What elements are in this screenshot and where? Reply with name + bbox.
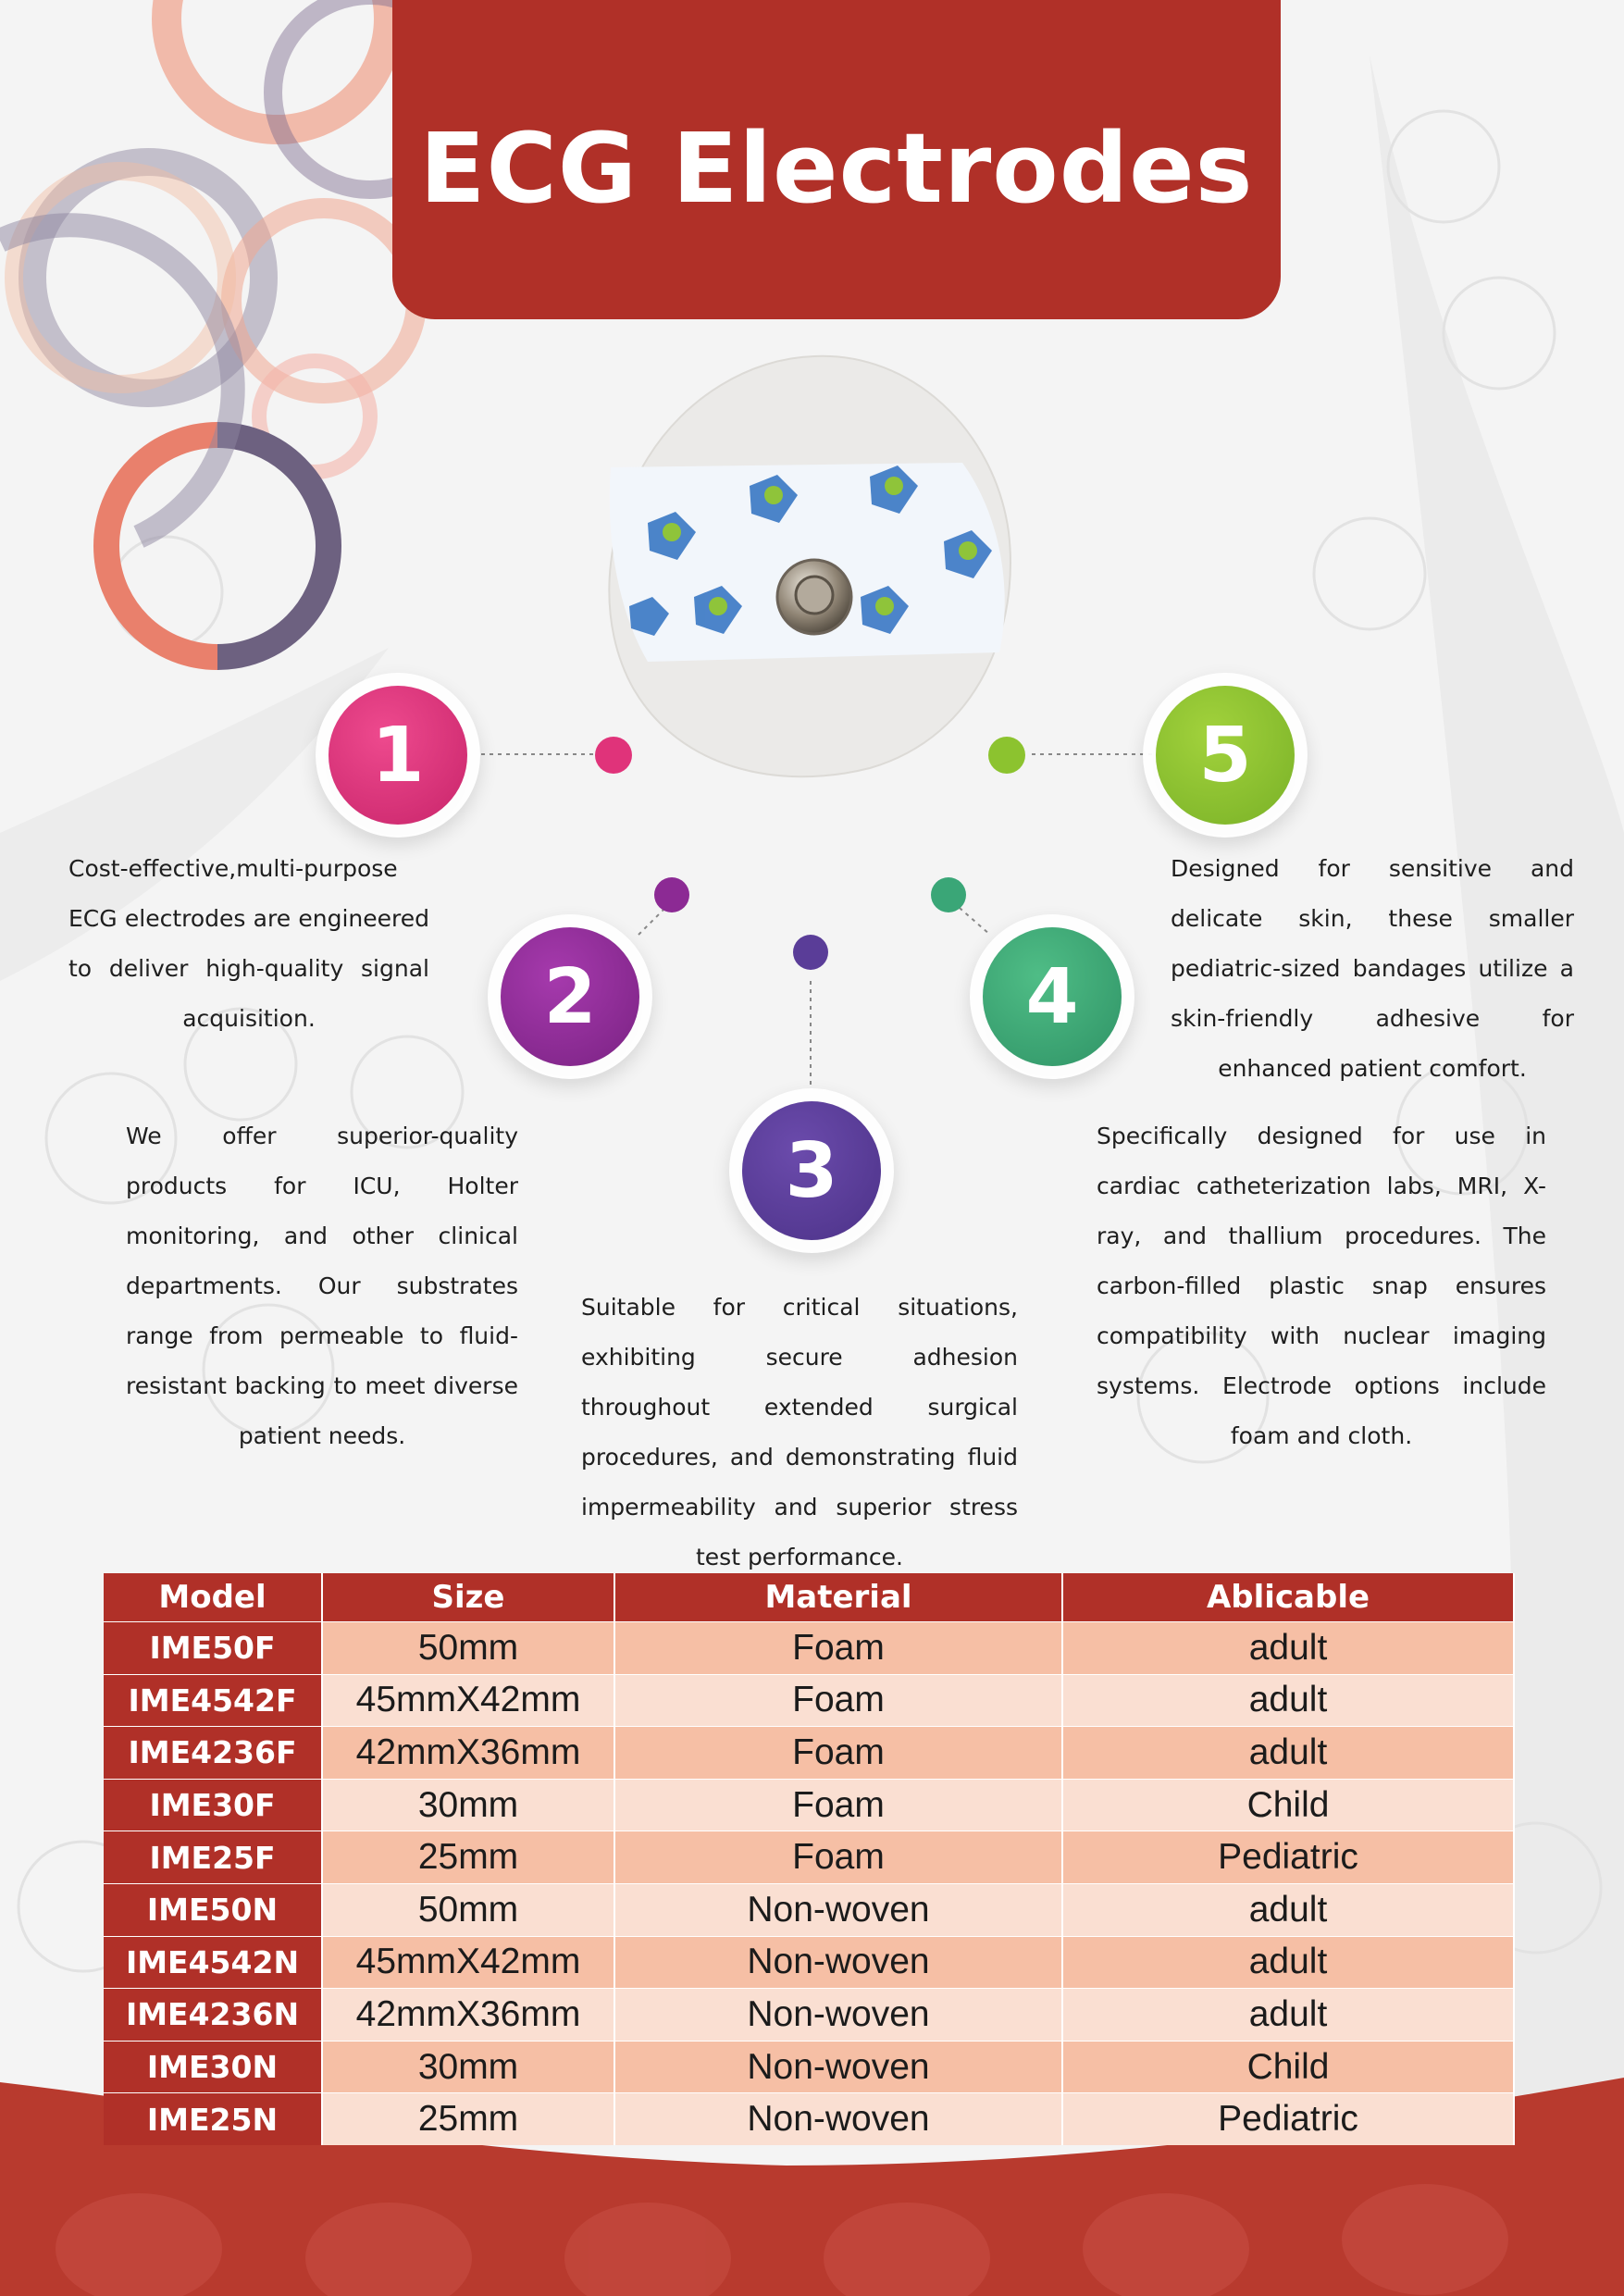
dot-1 [595, 737, 632, 774]
dot-5 [988, 737, 1025, 774]
feature-number-4: 4 [983, 927, 1122, 1066]
cell-size: 30mm [322, 2041, 614, 2093]
header-material: Material [614, 1573, 1062, 1622]
feature-text-4: Specifically designed for use in cardiac catheterization labs, MRI, X-ray, and thallium procedures. The carbon-filled plastic snap ensures compatibility with nuclear imaging systems. Electrode options include foam and cloth. [1097, 1123, 1546, 1449]
cell-material: Foam [614, 1831, 1062, 1884]
cell-material: Foam [614, 1622, 1062, 1675]
table-row [104, 2093, 1514, 2145]
feature-text-5: Designed for sensitive and delicate skin, these smaller pediatric-sized bandages utilize a skin-friendly adhesive for enhanced patient comfort. [1171, 855, 1574, 1082]
cell-size: 50mm [322, 1622, 614, 1675]
cell-applicable: adult [1062, 1936, 1514, 1989]
cell-model: IME4236N [104, 1989, 322, 2042]
cell-size: 45mmX42mm [322, 1674, 614, 1727]
cell-model: IME30F [104, 1779, 322, 1831]
table-row [104, 1779, 1514, 1831]
dot-4 [931, 877, 966, 912]
cell-size: 42mmX36mm [322, 1989, 614, 2042]
dot-3 [793, 935, 828, 970]
header-model: Model [104, 1573, 322, 1622]
cell-applicable: Child [1062, 1779, 1514, 1831]
cell-applicable: adult [1062, 1727, 1514, 1780]
cell-size: 25mm [322, 2093, 614, 2145]
feature-number-5: 5 [1156, 686, 1295, 825]
feature-number-1: 1 [329, 686, 467, 825]
cell-model: IME25N [104, 2093, 322, 2145]
cell-material: Non-woven [614, 1883, 1062, 1936]
cell-model: IME50F [104, 1622, 322, 1675]
feature-text-1: Cost-effective,multi-purpose ECG electrodes are engineered to deliver high-quality signal acquisition. [68, 855, 429, 1032]
cell-material: Foam [614, 1727, 1062, 1780]
cell-size: 50mm [322, 1883, 614, 1936]
header-applicable: Ablicable [1062, 1573, 1514, 1622]
cell-applicable: Pediatric [1062, 2093, 1514, 2145]
cell-material: Foam [614, 1779, 1062, 1831]
table-row [104, 1622, 1514, 1675]
cell-material: Non-woven [614, 2041, 1062, 2093]
table-row [104, 1727, 1514, 1780]
cell-size: 42mmX36mm [322, 1727, 614, 1780]
page-title: ECG Electrodes [419, 111, 1254, 225]
cell-model: IME30N [104, 2041, 322, 2093]
table-row [104, 1989, 1514, 2042]
cell-size: 45mmX42mm [322, 1936, 614, 1989]
cell-size: 30mm [322, 1779, 614, 1831]
cell-material: Non-woven [614, 2093, 1062, 2145]
cell-applicable: adult [1062, 1989, 1514, 2042]
feature-number-3: 3 [742, 1101, 881, 1240]
table-row [104, 1831, 1514, 1884]
cell-model: IME4542F [104, 1674, 322, 1727]
cell-applicable: Pediatric [1062, 1831, 1514, 1884]
table-row [104, 1674, 1514, 1727]
cell-applicable: adult [1062, 1622, 1514, 1675]
cell-material: Non-woven [614, 1989, 1062, 2042]
cell-model: IME25F [104, 1831, 322, 1884]
dot-2 [654, 877, 689, 912]
cell-material: Non-woven [614, 1936, 1062, 1989]
table-header-row [104, 1573, 1514, 1622]
table-row [104, 1936, 1514, 1989]
cell-applicable: adult [1062, 1674, 1514, 1727]
cell-model: IME50N [104, 1883, 322, 1936]
table-row [104, 1883, 1514, 1936]
cell-model: IME4236F [104, 1727, 322, 1780]
cell-applicable: Child [1062, 2041, 1514, 2093]
cell-size: 25mm [322, 1831, 614, 1884]
feature-number-2: 2 [501, 927, 639, 1066]
cell-applicable: adult [1062, 1883, 1514, 1936]
feature-text-2: We offer superior-quality products for ICU, Holter monitoring, and other clinical departments. Our substrates range from permeable to fluid-resistant backing to meet diverse patient needs. [126, 1123, 518, 1449]
table-row [104, 2041, 1514, 2093]
cell-model: IME4542N [104, 1936, 322, 1989]
feature-text-3: Suitable for critical situations, exhibiting secure adhesion throughout extended surgical procedures, and demonstrating fluid impermeability and superior stress test performance. [581, 1294, 1018, 1570]
spec-table [104, 1573, 1515, 2145]
cell-material: Foam [614, 1674, 1062, 1727]
header-size: Size [322, 1573, 614, 1622]
